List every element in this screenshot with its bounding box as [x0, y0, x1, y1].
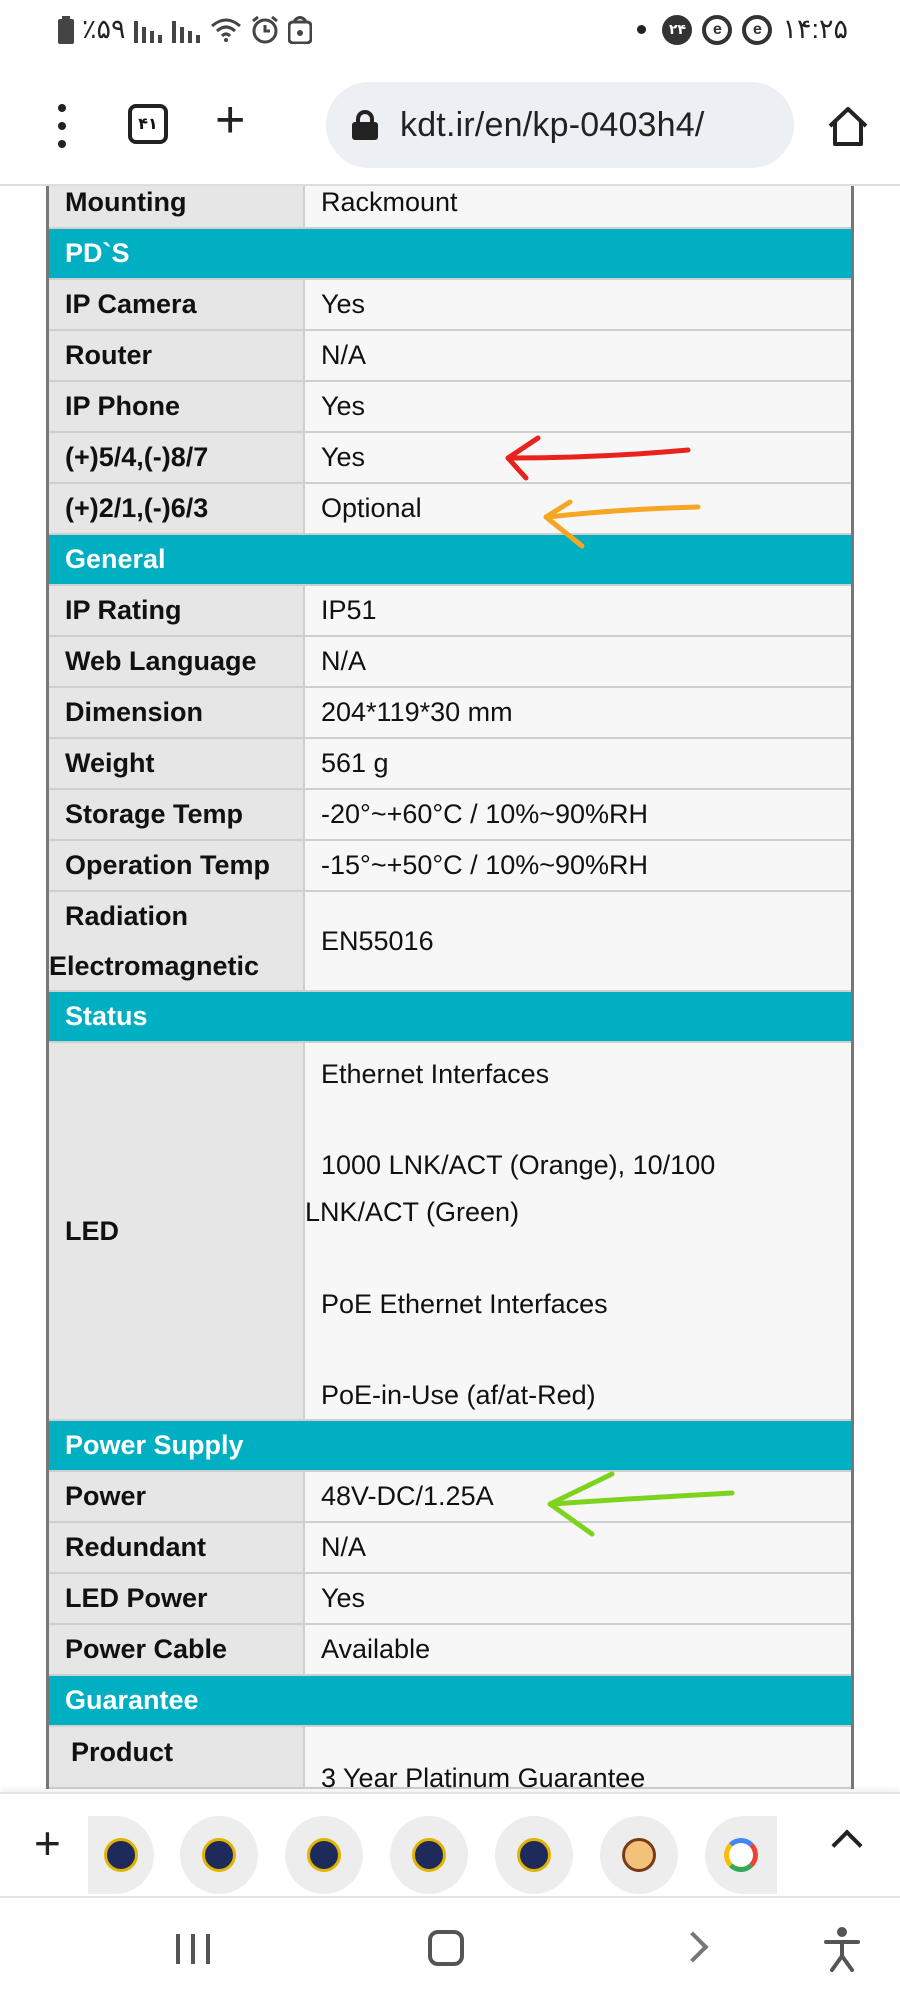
table-row — [49, 1472, 851, 1523]
led-line: PoE-in-Use (af/at-Red) — [321, 1379, 596, 1410]
spec-key: Storage Temp — [49, 790, 305, 839]
spec-value: Yes — [305, 280, 851, 329]
browser-toolbar — [0, 64, 900, 186]
spec-key: Power Cable — [49, 1625, 305, 1674]
spec-value — [305, 1043, 851, 1419]
back-icon[interactable] — [677, 1931, 708, 1962]
spec-value: Yes — [305, 433, 851, 482]
table-row — [49, 841, 851, 892]
tab-favicon-icon[interactable] — [495, 1816, 573, 1894]
spec-key: (+)5/4,(-)8/7 — [49, 433, 305, 482]
table-row — [49, 586, 851, 637]
spec-key: Weight — [49, 739, 305, 788]
address-bar[interactable] — [326, 82, 794, 168]
tab-strip — [0, 1792, 900, 1896]
dot-icon — [637, 25, 646, 34]
spec-value: N/A — [305, 637, 851, 686]
status-bar-left — [58, 14, 312, 45]
led-line: LNK/ACT (Green) — [305, 1197, 520, 1228]
e-app-icon: e — [742, 15, 772, 45]
tab-favicon-google-icon[interactable] — [705, 1816, 777, 1894]
table-row — [49, 1043, 851, 1421]
lock-icon[interactable] — [352, 110, 378, 140]
spec-key: Product — [49, 1727, 305, 1787]
led-line: 1000 LNK/ACT (Orange), 10/100 — [321, 1150, 716, 1181]
e-app-icon: e — [702, 15, 732, 45]
spec-key: LED Power — [49, 1574, 305, 1623]
lock-app-icon — [288, 16, 312, 44]
tab-favicon-face-icon[interactable] — [600, 1816, 678, 1894]
spec-value: 3 Year Platinum Guarantee — [305, 1727, 851, 1787]
spec-key — [49, 892, 305, 990]
table-row — [49, 484, 851, 535]
spec-value: IP51 — [305, 586, 851, 635]
spec-value: Rackmount — [305, 186, 851, 227]
section-header-power-supply: Power Supply — [49, 1421, 851, 1472]
spec-value: 561 g — [305, 739, 851, 788]
table-row — [49, 688, 851, 739]
table-row — [49, 382, 851, 433]
spec-key: Operation Temp — [49, 841, 305, 890]
spec-value: -20°~+60°C / 10%~90%RH — [305, 790, 851, 839]
table-row — [49, 433, 851, 484]
spec-key: Power — [49, 1472, 305, 1521]
spec-key: LED — [49, 1043, 305, 1419]
spec-value: -15°~+50°C / 10%~90%RH — [305, 841, 851, 890]
table-row — [49, 892, 851, 992]
spec-table — [46, 186, 854, 1792]
battery-percent: ٪۵۹ — [82, 14, 126, 44]
tab-favicon-icon[interactable] — [88, 1816, 154, 1894]
spec-value: 204*119*30 mm — [305, 688, 851, 737]
table-row — [49, 280, 851, 331]
home-button-icon[interactable] — [428, 1930, 464, 1966]
table-row — [49, 739, 851, 790]
spec-key: (+)2/1,(-)6/3 — [49, 484, 305, 533]
menu-dots-icon[interactable] — [44, 104, 80, 148]
web-page-content — [0, 186, 900, 1792]
recent-apps-icon[interactable] — [176, 1934, 210, 1964]
table-row — [49, 186, 851, 229]
spec-key: Web Language — [49, 637, 305, 686]
new-tab-plus-icon[interactable]: + — [34, 1817, 61, 1869]
signal-icon — [134, 17, 164, 43]
notification-badge-icon: ۲۴ — [662, 15, 692, 45]
section-header-pds: PD`S — [49, 229, 851, 280]
spec-value: N/A — [305, 331, 851, 380]
table-row — [49, 1523, 851, 1574]
chevron-up-icon[interactable] — [831, 1829, 862, 1860]
spec-value: 48V-DC/1.25A — [305, 1472, 851, 1521]
table-row — [49, 1625, 851, 1676]
table-row — [49, 331, 851, 382]
url-text[interactable]: kdt.ir/en/kp-0403h4/ — [400, 105, 705, 144]
spec-value: Yes — [305, 382, 851, 431]
battery-icon — [58, 16, 74, 44]
led-line: Ethernet Interfaces — [321, 1059, 550, 1089]
section-header-guarantee: Guarantee — [49, 1676, 851, 1727]
tab-favicon-icon[interactable] — [180, 1816, 258, 1894]
spec-key: Dimension — [49, 688, 305, 737]
section-header-general: General — [49, 535, 851, 586]
table-row — [49, 790, 851, 841]
accessibility-icon[interactable] — [822, 1926, 862, 1972]
alarm-icon — [250, 15, 280, 45]
spec-key-line: Radiation — [65, 901, 189, 931]
spec-key: Router — [49, 331, 305, 380]
spec-key: IP Phone — [49, 382, 305, 431]
new-tab-plus-icon[interactable]: + — [215, 91, 246, 149]
status-bar — [0, 0, 900, 64]
spec-value: EN55016 — [305, 892, 851, 990]
spec-key: Redundant — [49, 1523, 305, 1572]
tab-favicon-icon[interactable] — [285, 1816, 363, 1894]
spec-key: IP Camera — [49, 280, 305, 329]
spec-value: Available — [305, 1625, 851, 1674]
system-nav-bar — [0, 1896, 900, 2000]
tab-count: ۴۱ — [138, 116, 158, 133]
led-line: PoE Ethernet Interfaces — [321, 1288, 608, 1319]
status-bar-right — [637, 14, 848, 45]
spec-value: Optional — [305, 484, 851, 533]
home-icon[interactable] — [826, 104, 870, 148]
table-row — [49, 637, 851, 688]
tab-switcher-icon[interactable] — [128, 104, 168, 144]
signal-icon — [172, 17, 202, 43]
table-row — [49, 1574, 851, 1625]
spec-key: IP Rating — [49, 586, 305, 635]
spec-key: Mounting — [49, 186, 305, 227]
spec-value: Yes — [305, 1574, 851, 1623]
clock: ۱۴:۲۵ — [782, 14, 848, 44]
wifi-icon — [210, 17, 242, 43]
table-row — [49, 1727, 851, 1792]
spec-value: N/A — [305, 1523, 851, 1572]
tab-favicon-icon[interactable] — [390, 1816, 468, 1894]
section-header-status: Status — [49, 992, 851, 1043]
spec-key-line: Electromagnetic — [49, 951, 260, 981]
